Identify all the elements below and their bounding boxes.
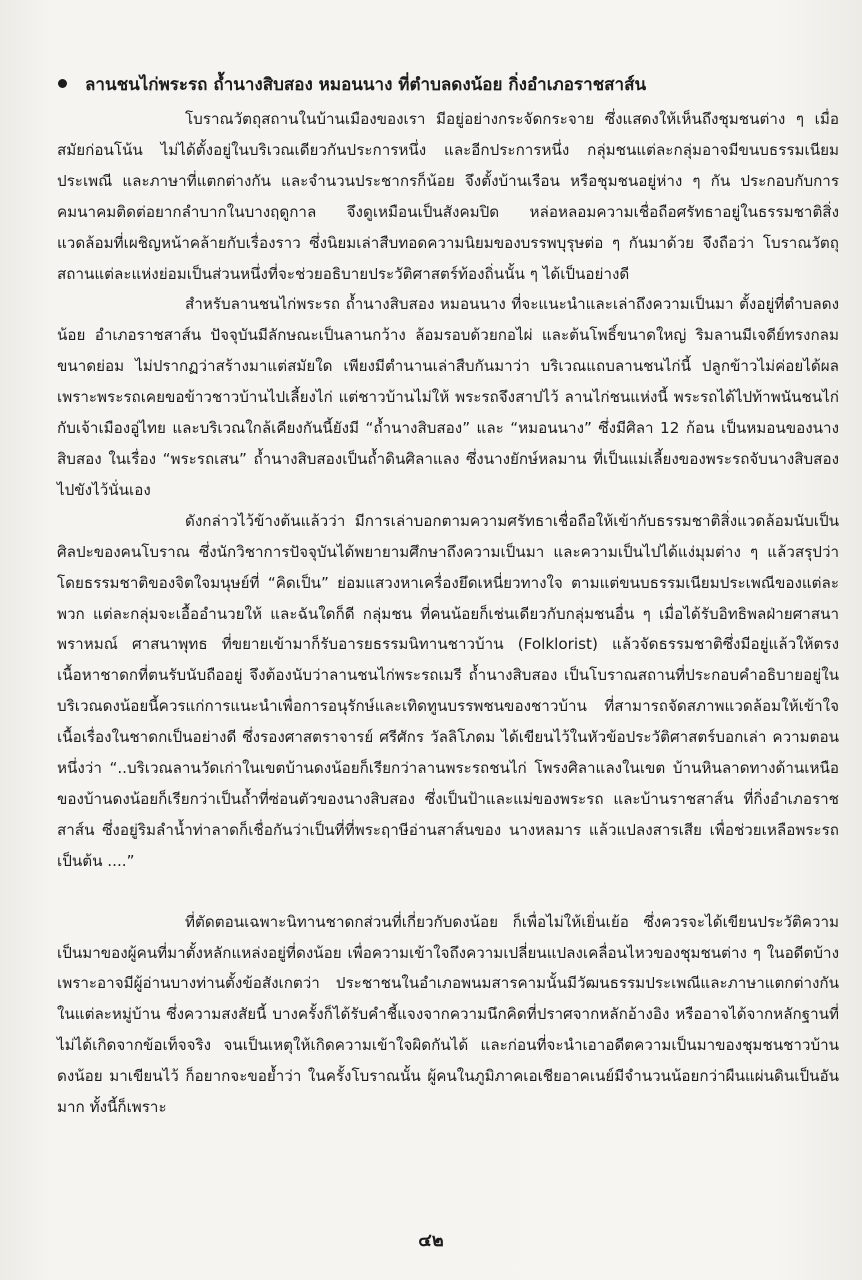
section-heading: [58, 70, 838, 100]
body-text: [57, 104, 839, 1123]
paragraph-2: สำหรับลานชนไก่พระรถ ถ้ำนางสิบสอง หมอนนาง ที่จะแนะนำและเล่าถึงความเป็นมา ตั้งอยู่ที่ตำบลดงน้อย อำเภอราชสาส์น ปัจจุบันมีลักษณะเป็นลานกว้าง ล้อมรอบด้วยกอไผ่ และต้นโพธิ์ขนาดใหญ่ ริมลานมีเจดีย์ทรงกลมขนาดย่อม ไม่ปรากฏว่าสร้างมาแต่สมัยใด เพียงมีตำนานเล่าสืบกันมาว่า บริเวณแถบลานชนไก่นี้ ปลูกข้าวไม่ค่อยได้ผล เพราะพระรถเคยขอข้าวชาวบ้านไปเลี้ยงไก่ แต่ชาวบ้านไม่ให้ พระรถจึงสาปไว้ ลานไก่ชนแห่งนี้ พระรถได้ไปท้าพนันชนไก่กับเจ้าเมืองอู่ไทย และบริเวณใกล้เคียงกันนี้ยังมี “ถ้ำนางสิบสอง” และ “หมอนนาง” ซึ่งมีศิลา 12 ก้อน เป็นหมอนของนางสิบสอง ในเรื่อง “พระรถเสน” ถ้ำนางสิบสองเป็นถ้ำดินศิลาแลง ซึ่งนางยักษ์หลมาน ที่เป็นแม่เลี้ยงของพระรถจับนางสิบสองไปขังไว้นั่นเอง: [57, 295, 839, 499]
page-number: ๔๒: [418, 1230, 444, 1251]
paragraph-3: ดังกล่าวไว้ข้างต้นแล้วว่า มีการเล่าบอกตามความศรัทธาเชื่อถือให้เข้ากับธรรมชาติสิ่งแวดล้อมนับเป็นศิลปะของคนโบราณ ซึ่งนักวิชาการปัจจุบันได้พยายามศึกษาถึงความเป็นมา และความเป็นไปได้แง่มุมต่าง ๆ แล้วสรุปว่า โดยธรรมชาติของจิตใจมนุษย์ที่ “คิดเป็น” ย่อมแสวงหาเครื่องยึดเหนี่ยวทางใจ ตามแต่ขนบธรรมเนียมประเพณีของแต่ละพวก แต่ละกลุ่มจะเอื้ออำนวยให้ และฉันใดก็ดี กลุ่มชน ที่คนน้อยก็เช่นเดียวกับกลุ่มชนอื่น ๆ เมื่อได้รับอิทธิพลฝ่ายศาสนาพราหมณ์ ศาสนาพุทธ ที่ขยายเข้ามาก็รับอารยธรรมนิทานชาวบ้าน (Folklorist) แล้วจัดธรรมชาติซึ่งมีอยู่แล้วให้ตรงเนื้อหาชาดกที่ตนรับนับถืออยู่ จึงต้องนับว่าลานชนไก่พระรถเมรี ถ้ำนางสิบสอง เป็นโบราณสถานที่ประกอบคำอธิบายอยู่ในบริเวณดงน้อยนี้ควรแก่การแนะนำเพื่อการอนุรักษ์และเทิดทูนบรรพชนของชาวบ้าน ที่สามารถจัดสภาพแวดล้อมให้เข้าใจ เนื้อเรื่องในชาดกเป็นอย่างดี ซึ่งรองศาสตราจารย์ ศรีศักร วัลลิโภดม ได้เขียนไว้ในหัวข้อประวัติศาสตร์บอกเล่า ความตอนหนึ่งว่า “..บริเวณลานวัดเก่าในเขตบ้านดงน้อยก็เรียกว่าลานพระรถชนไก่ โพรงศิลาแลงในเขต บ้านหินลาดทางด้านเหนือของบ้านดงน้อยก็เรียกว่าเป็นถ้ำที่ซ่อนตัวของนางสิบสอง ซึ่งเป็นป้าและแม่ของพระรถ และบ้านราชสาส์น ที่กิ่งอำเภอราชสาส์น ซึ่งอยู่ริมลำน้ำท่าลาดก็เชื่อกันว่าเป็นที่ที่พระฤาษีอ่านสาส์นของ นางหลมาร แล้วแปลงสารเสีย เพื่อช่วยเหลือพระรถเป็นต้น ....”: [57, 511, 839, 870]
heading-text: ลานชนไก่พระรถ ถ้ำนางสิบสอง หมอนนาง ที่ตำบลดงน้อย กิ่งอำเภอราชสาส์น: [85, 75, 647, 95]
paragraph-4: ที่ตัดตอนเฉพาะนิทานชาดกส่วนที่เกี่ยวกับดงน้อย ก็เพื่อไม่ให้เยิ่นเย้อ ซึ่งควรจะได้เขียนประวัติความเป็นมาของผู้คนที่มาตั้งหลักแหล่งอยู่ที่ดงน้อย เพื่อความเข้าใจถึงความเปลี่ยนแปลงเคลื่อนไหวของชุมชนต่าง ๆ ในอดีตบ้าง เพราะอาจมีผู้อ่านบางท่านตั้งข้อสังเกตว่า ประชาชนในอำเภอพนมสารคามนั้นมีวัฒนธรรมประเพณีและภาษาแตกต่างกันในแต่ละหมู่บ้าน ซึ่งความสงสัยนี้ บางครั้งก็ได้รับคำชี้แจงจากความนึกคิดที่ปราศจากหลักอ้างอิง หรืออาจได้จากหลักฐานที่ไม่ได้เกิดจากข้อเท็จจริง จนเป็นเหตุให้เกิดความเข้าใจผิดกันได้ และก่อนที่จะนำเอาอดีตความเป็นมาของชุมชนชาวบ้านดงน้อย มาเขียนไว้ ก็อยากจะขอย้ำว่า ในครั้งโบราณนั้น ผู้คนในภูมิภาคเอเชียอาคเนย์มีจำนวนน้อยกว่าผืนแผ่นดินเป็นอันมาก ทั้งนี้ก็เพราะ: [57, 912, 839, 1117]
paragraph-1: โบราณวัตถุสถานในบ้านเมืองของเรา มีอยู่อย่างกระจัดกระจาย ซึ่งแสดงให้เห็นถึงชุมชนต่าง ๆ เมื่อสมัยก่อนโน้น ไม่ได้ตั้งอยู่ในบริเวณเดียวกันประการหนึ่ง และอีกประการหนึ่ง กลุ่มชนแต่ละกลุ่มอาจมีขนบธรรมเนียมประเพณี และภาษาที่แตกต่างกัน และจำนวนประชากรก็น้อย จึงตั้งบ้านเรือน หรือชุมชนอยู่ห่าง ๆ กัน ประกอบกับการคมนาคมติดต่อยากลำบากในบางฤดูกาล จึงดูเหมือนเป็นสังคมปิด หล่อหลอมความเชื่อถือศรัทธาอยู่ในธรรมชาติสิ่งแวดล้อมที่เผชิญหน้าคล้ายกับเรื่องราว ซึ่งนิยมเล่าสืบทอดความนิยมของบรรพบุรุษต่อ ๆ กันมาด้วย จึงถือว่า โบราณวัตถุสถานแต่ละแห่งย่อมเป็นส่วนหนึ่งที่จะช่วยอธิบายประวัติศาสตร์ท้องถิ่นนั้น ๆ ได้เป็นอย่างดี: [57, 110, 839, 283]
bullet-icon: [58, 79, 67, 88]
